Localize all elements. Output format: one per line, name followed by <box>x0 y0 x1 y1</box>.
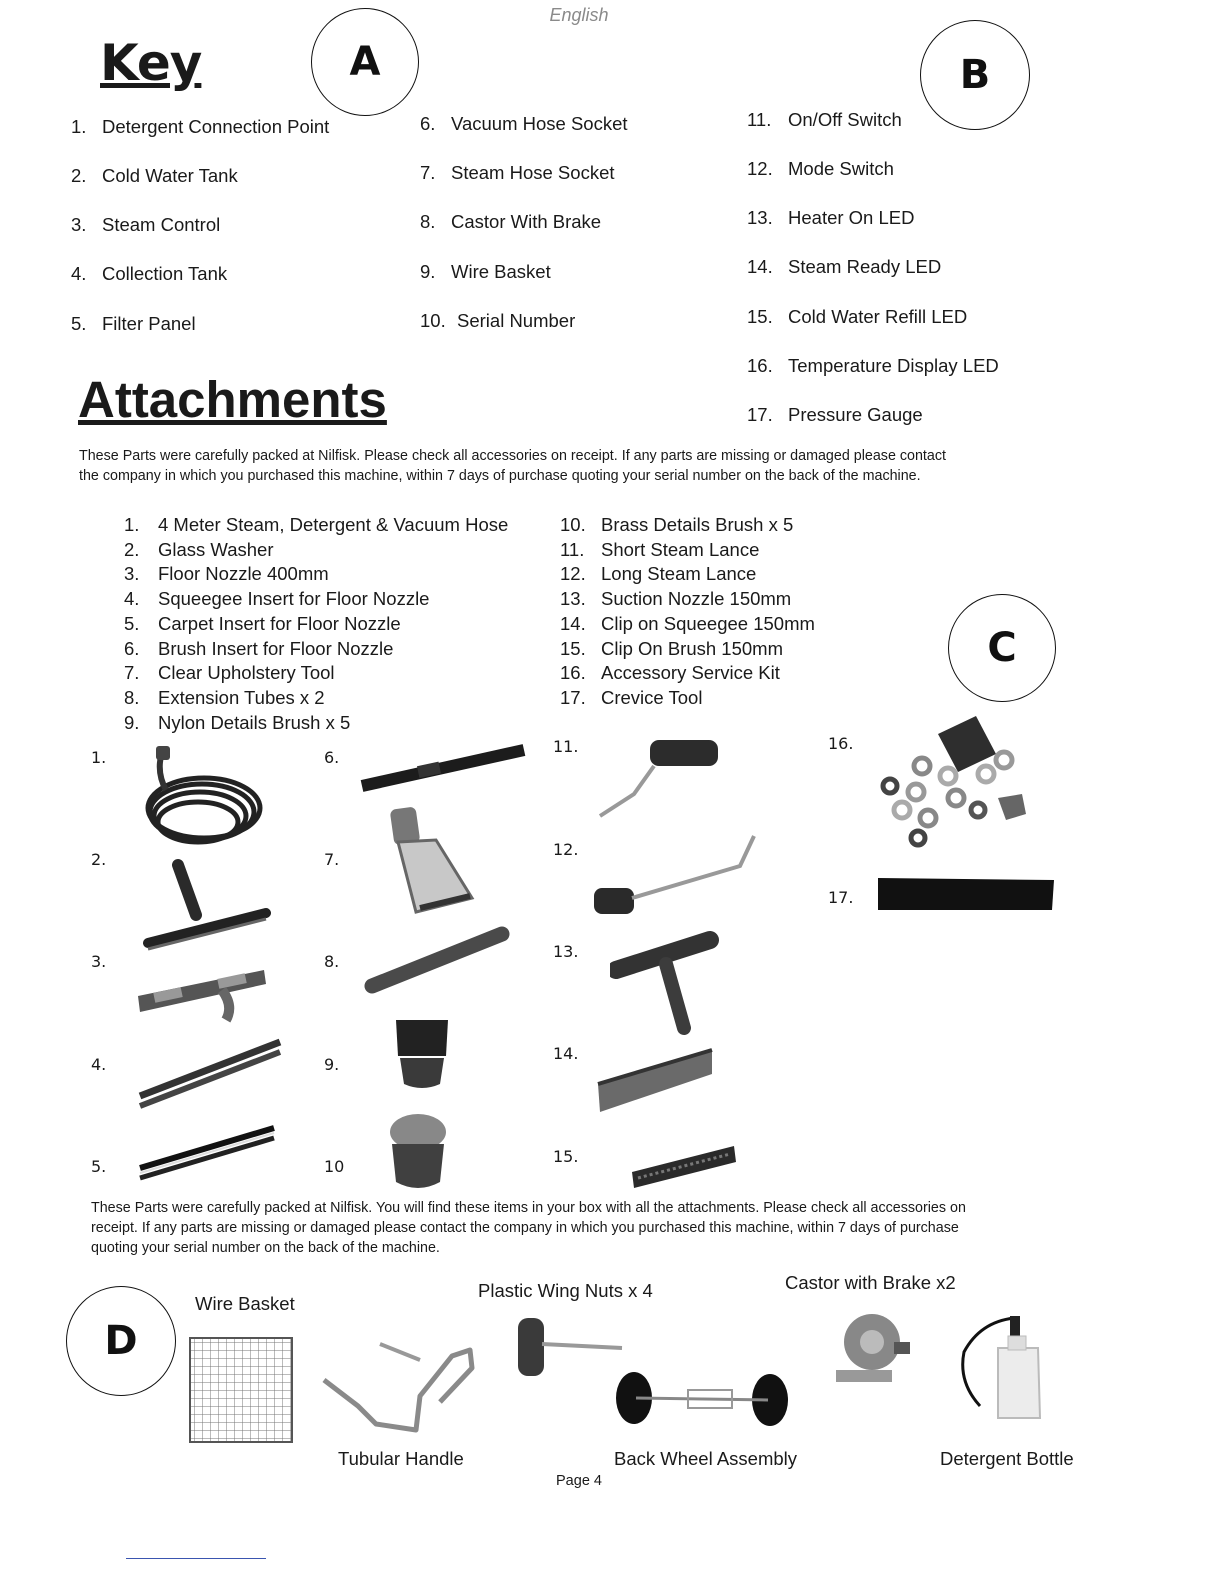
page-number: Page 4 <box>556 1473 602 1489</box>
photo-number: 2. <box>91 850 107 869</box>
tubular-handle-caption: Tubular Handle <box>338 1448 464 1469</box>
key-item: 13. Heater On LED <box>747 207 915 228</box>
list-item: 8. Extension Tubes x 2 <box>124 686 325 708</box>
list-item: 4. Squeegee Insert for Floor Nozzle <box>124 588 430 610</box>
photo-number: 13. <box>553 942 579 961</box>
clip-brush-image <box>626 1138 740 1192</box>
squeegee-insert-image <box>136 1036 284 1112</box>
wire-basket-caption: Wire Basket <box>195 1293 295 1314</box>
photo-number: 17. <box>828 888 854 907</box>
attachments-list-right <box>560 513 815 711</box>
upholstery-tool-image <box>380 806 480 918</box>
castor-image <box>834 1306 916 1386</box>
key-item: 3. Steam Control <box>71 214 221 235</box>
key-item: 7. Steam Hose Socket <box>420 162 615 183</box>
list-item: 14. Clip on Squeegee 150mm <box>560 612 815 634</box>
photo-number: 1. <box>91 748 107 767</box>
service-kit-image <box>878 714 1034 848</box>
photo-number: 5. <box>91 1157 107 1176</box>
carpet-insert-image <box>136 1120 278 1186</box>
key-item: 5. Filter Panel <box>71 313 196 334</box>
key-item: 12. Mode Switch <box>747 158 894 179</box>
short-lance-image <box>594 736 724 820</box>
list-item: 15. Clip On Brush 150mm <box>560 637 783 659</box>
photo-number: 8. <box>324 952 340 971</box>
crevice-tool-image <box>876 874 1056 914</box>
attachments-intro: These Parts were carefully packed at Nilfisk. Please check all accessories on receipt. If any parts are missing or damaged please contact the company in which you purchased this machine, within 7 days of purchase quoting your serial number on the back of the machine. <box>79 448 946 484</box>
key-item: 11. On/Off Switch <box>747 109 902 130</box>
list-item: 12. Long Steam Lance <box>560 563 757 585</box>
label-circle-a: A <box>311 8 419 116</box>
wire-basket-image <box>186 1334 298 1446</box>
list-item: 7. Clear Upholstery Tool <box>124 662 335 684</box>
label-circle-c: C <box>948 594 1056 702</box>
suction-nozzle-image <box>610 930 740 1036</box>
label-circle-b: B <box>920 20 1030 130</box>
photo-number: 9. <box>324 1055 340 1074</box>
detergent-bottle-image <box>954 1312 1044 1422</box>
key-item: 10. Serial Number <box>420 310 576 331</box>
wing-nuts-caption: Plastic Wing Nuts x 4 <box>478 1280 653 1301</box>
list-item: 9. Nylon Details Brush x 5 <box>124 711 351 733</box>
key-item: 14. Steam Ready LED <box>747 256 942 277</box>
language-label: English <box>549 5 609 25</box>
photo-number: 11. <box>553 737 579 756</box>
photo-number: 14. <box>553 1044 579 1063</box>
castor-caption: Castor with Brake x2 <box>785 1272 956 1293</box>
photo-number: 7. <box>324 850 340 869</box>
brass-brush-image <box>378 1110 458 1194</box>
tubular-handle-image <box>320 1340 478 1436</box>
photo-number: 15. <box>553 1147 579 1166</box>
hose-image <box>132 742 264 852</box>
list-item: 17. Crevice Tool <box>560 686 703 708</box>
photo-number: 3. <box>91 952 107 971</box>
footer-rule <box>126 1558 266 1559</box>
key-item: 17. Pressure Gauge <box>747 404 923 425</box>
key-item: 16. Temperature Display LED <box>747 355 999 376</box>
key-item: 6. Vacuum Hose Socket <box>420 113 628 134</box>
back-wheel-image <box>612 1368 790 1428</box>
extension-tube-image <box>364 924 510 994</box>
detergent-bottle-caption: Detergent Bottle <box>940 1448 1074 1469</box>
glass-washer-image <box>136 855 271 955</box>
long-lance-image <box>592 830 762 920</box>
attachments-heading: Attachments <box>78 371 387 428</box>
photo-number: 10 <box>324 1157 345 1176</box>
list-item: 6. Brush Insert for Floor Nozzle <box>124 637 394 659</box>
key-item: 4. Collection Tank <box>71 263 228 284</box>
floor-nozzle-image <box>134 960 269 1025</box>
key-item: 9. Wire Basket <box>420 261 551 282</box>
nylon-brush-image <box>386 1010 458 1092</box>
photo-number: 16. <box>828 734 854 753</box>
list-item: 16. Accessory Service Kit <box>560 662 780 684</box>
brush-insert-image <box>358 742 528 796</box>
list-item: 5. Carpet Insert for Floor Nozzle <box>124 612 401 634</box>
box-items-intro: These Parts were carefully packed at Nilfisk. You will find these items in your box with all the attachments. Please check all accessories on receipt. If any parts are missing or damaged please contact the company in which you purchased this machine, within 7 days of purchase quoting your serial number on the back of the machine. <box>91 1200 966 1256</box>
label-circle-d: D <box>66 1286 176 1396</box>
list-item: 11. Short Steam Lance <box>560 538 760 560</box>
list-item: 2. Glass Washer <box>124 538 274 560</box>
key-heading: Key <box>100 34 202 92</box>
photo-number: 12. <box>553 840 579 859</box>
photo-number: 6. <box>324 748 340 767</box>
key-item: 1. Detergent Connection Point <box>71 116 330 137</box>
list-item: 3. Floor Nozzle 400mm <box>124 563 329 585</box>
list-item: 1. 4 Meter Steam, Detergent & Vacuum Hose <box>124 514 509 535</box>
key-item: 2. Cold Water Tank <box>71 165 238 186</box>
key-item: 8. Castor With Brake <box>420 211 602 232</box>
list-item: 10. Brass Details Brush x 5 <box>560 514 794 535</box>
list-item: 13. Suction Nozzle 150mm <box>560 588 792 610</box>
attachments-list-left <box>124 513 508 735</box>
photo-number: 4. <box>91 1055 107 1074</box>
wing-nut-image <box>512 1314 624 1382</box>
clip-squeegee-image <box>594 1044 718 1116</box>
back-wheel-caption: Back Wheel Assembly <box>614 1448 798 1469</box>
key-item: 15. Cold Water Refill LED <box>747 306 968 327</box>
